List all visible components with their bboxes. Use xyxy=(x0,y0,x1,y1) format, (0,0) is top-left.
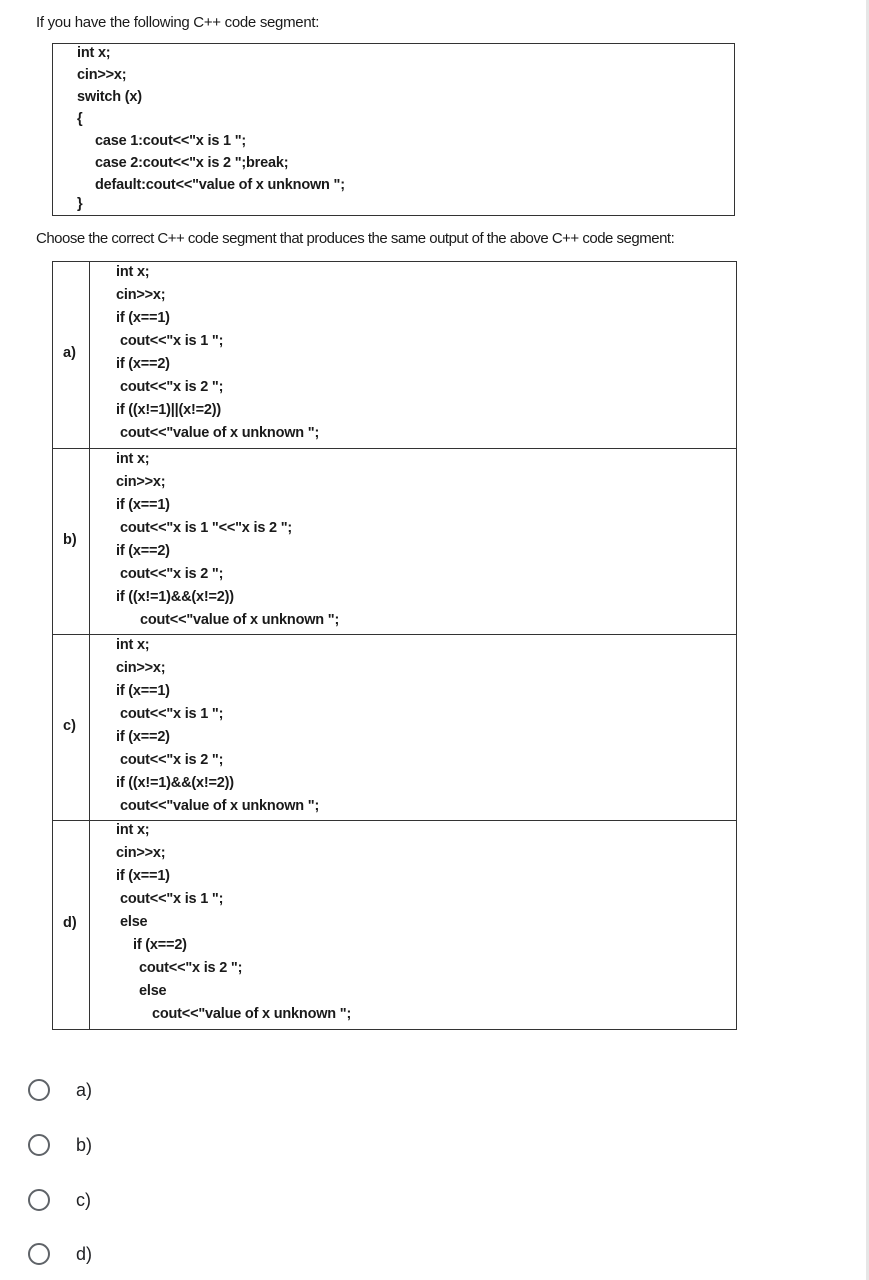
option-code-line: cout<<"value of x unknown "; xyxy=(152,1006,352,1022)
code-line: case 2:cout<<"x is 2 ";break; xyxy=(95,155,289,171)
question-code-box xyxy=(52,43,735,216)
code-line: int x; xyxy=(77,45,111,61)
option-code-line: cin>>x; xyxy=(116,287,166,303)
option-code-line: cout<<"x is 2 "; xyxy=(120,566,224,582)
option-letter-cell xyxy=(53,635,90,821)
option-code-line: cin>>x; xyxy=(116,845,166,861)
code-line: case 1:cout<<"x is 1 "; xyxy=(95,133,247,149)
option-code-line: if ((x!=1)&&(x!=2)) xyxy=(116,589,234,605)
option-code-cell xyxy=(90,635,737,821)
option-code-line: cout<<"x is 2 "; xyxy=(139,960,243,976)
option-code-line: if (x==2) xyxy=(116,356,170,372)
option-code-line: if (x==2) xyxy=(116,543,170,559)
option-row-a xyxy=(53,262,737,449)
option-code-line: int x; xyxy=(116,451,150,467)
option-code-line: if (x==2) xyxy=(133,937,187,953)
question-prompt: Choose the correct C++ code segment that produces the same output of the above C++ code segment: xyxy=(36,230,675,247)
option-code-line: if (x==1) xyxy=(116,683,170,699)
option-code-cell xyxy=(90,821,737,1030)
option-letter-cell xyxy=(53,821,90,1030)
option-code-line: int x; xyxy=(116,822,150,838)
option-code-line: if ((x!=1)&&(x!=2)) xyxy=(116,775,234,791)
option-code-line: cin>>x; xyxy=(116,660,166,676)
question-intro: If you have the following C++ code segment: xyxy=(36,14,320,31)
option-code-line: if (x==1) xyxy=(116,868,170,884)
option-letter-cell xyxy=(53,262,90,449)
option-row-d xyxy=(53,821,737,1030)
option-code-line: cout<<"x is 1 "; xyxy=(120,706,224,722)
option-code-line: cout<<"x is 2 "; xyxy=(120,379,224,395)
option-code-line: cout<<"value of x unknown "; xyxy=(120,425,320,441)
option-letter: c) xyxy=(63,718,76,734)
answer-option-b[interactable] xyxy=(28,1134,92,1156)
option-letter: a) xyxy=(63,345,76,361)
option-code-line: cout<<"x is 1 "; xyxy=(120,333,224,349)
code-line: default:cout<<"value of x unknown "; xyxy=(95,177,345,193)
option-code-line: if (x==1) xyxy=(116,310,170,326)
option-code-line: cout<<"value of x unknown "; xyxy=(140,612,340,628)
option-row-b xyxy=(53,449,737,635)
option-code-line: if (x==1) xyxy=(116,497,170,513)
option-code-line: else xyxy=(139,983,167,999)
option-code-line: int x; xyxy=(116,264,150,280)
option-letter: b) xyxy=(63,532,77,548)
code-line: switch (x) xyxy=(77,89,142,105)
answer-label[interactable]: b) xyxy=(76,1134,93,1155)
answer-option-c[interactable] xyxy=(28,1189,91,1211)
answer-option-d[interactable] xyxy=(28,1243,92,1265)
option-letter: d) xyxy=(63,915,77,931)
option-code-cell xyxy=(90,449,737,635)
radio-unchecked-icon[interactable] xyxy=(28,1134,50,1156)
code-line: { xyxy=(77,111,83,127)
option-code-line: cout<<"x is 1 "<<"x is 2 "; xyxy=(120,520,293,536)
radio-unchecked-icon[interactable] xyxy=(28,1189,50,1211)
options-table xyxy=(52,261,737,1030)
option-code-line: if ((x!=1)||(x!=2)) xyxy=(116,402,222,418)
option-code-line: cout<<"x is 2 "; xyxy=(120,752,224,768)
answer-option-a[interactable] xyxy=(28,1079,92,1101)
option-code-line: int x; xyxy=(116,637,150,653)
code-line: } xyxy=(77,196,83,212)
radio-unchecked-icon[interactable] xyxy=(28,1079,50,1101)
option-code-line: if (x==2) xyxy=(116,729,170,745)
option-code-line: cout<<"value of x unknown "; xyxy=(120,798,320,814)
radio-unchecked-icon[interactable] xyxy=(28,1243,50,1265)
code-line: cin>>x; xyxy=(77,67,127,83)
option-letter-cell xyxy=(53,449,90,635)
option-row-c xyxy=(53,635,737,821)
option-code-line: cin>>x; xyxy=(116,474,166,490)
option-code-line: cout<<"x is 1 "; xyxy=(120,891,224,907)
option-code-cell xyxy=(90,262,737,449)
answer-label[interactable]: a) xyxy=(76,1079,93,1100)
answer-label[interactable]: c) xyxy=(76,1189,91,1210)
answer-label[interactable]: d) xyxy=(76,1243,93,1264)
option-code-line: else xyxy=(120,914,148,930)
